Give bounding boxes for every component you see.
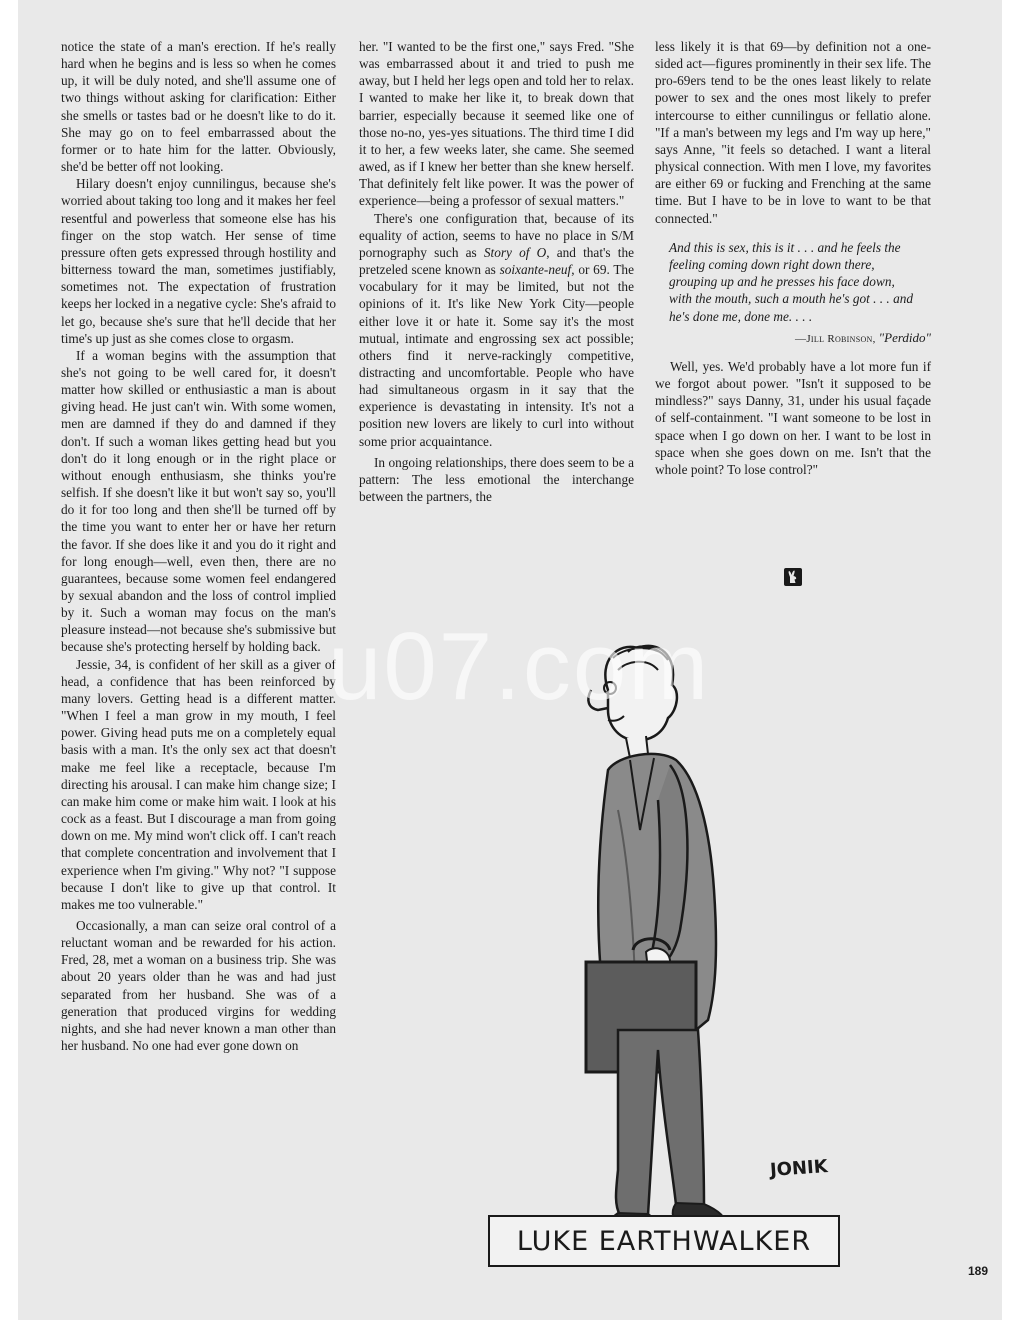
paragraph: less likely it is that 69—by definition not a one-sided act—figures prominently in their sex life. The pro-69ers tend to be the ones least likely to relate power to sex and the ones most likely to prefer intercourse to either cunnilingus or fellatio alone. "If a man's between my legs and I'm way up here," says Anne, "it feels so detached. I want a literal physical connection. With men I love, my favorites are either 69 or fucking and Frenching at the same time. But I have to be in love to want to be that connected." — [655, 39, 931, 226]
artist-signature: JONIK — [769, 1156, 829, 1181]
watermark: u07.com — [328, 613, 711, 720]
paragraph: Jessie, 34, is confident of her skill as a giver of head, a confidence that has been reinforced by many lovers. Getting head is a different matter. "When I feel a man grow in my mouth, I feel power. Giving head puts me on a completely equal basis with a man. It's the only sex act that doesn't make me feel like a receptacle, because I'm directing his arousal. I can make him change size; I can make him come or make him wait. I look at his cock as a feast. But I discourage a man from going down on me. My mind won't click off. I can't reach that complete concentration and involvement that I experience when I'm giving." Why not? "I suppose because I don't like to give up that control. It makes me too vulnerable." — [61, 656, 336, 912]
paragraph — [359, 210, 634, 450]
paragraph: Occasionally, a man can seize oral control of a reluctant woman and be rewarded for his action. Fred, 28, met a woman on a business trip. She was about 20 years older than he was and had just separated from her husband. She was of a generation that produced virgins for wedding nights, and she had never known a man other than her husband. No one had ever gone down on — [61, 917, 336, 1054]
paragraph: In ongoing relationships, there does seem to be a pattern: The less emotional the interchange between the partners, the — [359, 454, 634, 505]
cartoon-caption: LUKE EARTHWALKER — [488, 1215, 840, 1267]
foreign-term: soixante-neuf — [499, 262, 572, 278]
block-quote: And this is sex, this is it . . . and he feels the feeling coming down right down there, grouping up and he presses his face down, with the mouth, such a mouth he's got . . . and he's done me, done me. . . . — [669, 239, 914, 324]
text-run: There's one configuration that, because of its equality of action, seems to have no place in S/M pornography such as — [359, 210, 634, 260]
page-number: 189 — [968, 1264, 989, 1278]
quote-author: —Jill Robinson, — [795, 332, 876, 345]
article-column-1 — [61, 38, 336, 1054]
article-column-2 — [359, 38, 634, 505]
paragraph: Hilary doesn't enjoy cunnilingus, because she's worried about taking too long and it makes her feel resentful and powerless that someone else has his finger on the stop watch. Her sense of time pressure often gets expressed through hostility and bitterness toward the man, sometimes justifiably, sometimes not. The expectation of frustration keeps her locked in a negative cycle: She's afraid to let go, because she's sure that he'll decide that her time's up just as she comes close to orgasm. — [61, 176, 336, 346]
magazine-page — [18, 0, 1002, 1320]
book-title: Story of O — [483, 244, 547, 260]
paragraph: notice the state of a man's erection. If he's really hard when he begins and is less so when he comes up, it will be duly noted, and she'll assume one of two things without asking for clarification: Either she smells or tastes bad or he doesn't like to do it. She may go on to feel embarrassed about the former or to hate him for the latter. Obviously, she'd be better off not looking. — [61, 39, 336, 175]
text-run: , and that's the pretzeled scene known as — [359, 244, 634, 278]
paragraph: Well, yes. We'd probably have a lot more fun if we forgot about power. "Isn't it supposed to be mindless?" says Danny, 31, under his usual façade of self-containment. "I want someone to be lost in space when I go down on her. I want to be lost in space when she goes down on me. Isn't that the whole point? To lose control?" — [655, 358, 931, 477]
paragraph: If a woman begins with the assumption that she's not going to be well cared for, it doesn't matter how skilled or enthusiastic a man is about giving head. He just can't win. With some women, men are damned if they do and damned if they don't. If such a woman likes getting head but you don't do it long enough or in the right place or without enough enthusiasm, she thinks you're selfish. If she doesn't like it but won't say so, you'll do it for too long and then she'll be turned off by the time you want to enter her or have her return the favor. If she does like it and you do it right and for long enough—well, even then, there are no guarantees, because some women feel endangered by sexual abandon and the loss of control implied by it. Such a woman may focus on the man's pleasure instead—not because she's submissive but because she's protecting herself by holding back. — [61, 347, 336, 655]
playboy-bunny-icon — [784, 568, 802, 586]
text-run: , or 69. The vocabulary for it may be limited, but not the opinions of it. It's like New York City—people either love it or hate it. Some say it's the most mutual, intimate and engrossing sex act possible; others find it nerve-rackingly competitive, distracting and uncomfortable. People who have had simultaneous orgasm in it say that the experience is devastating in intensity. It's not a position new lovers are likely to curl into without some prior acquaintance. — [359, 262, 634, 449]
quote-attribution — [655, 329, 931, 348]
paragraph: her. "I wanted to be the first one," says Fred. "She was embarrassed about it and tried to push me away, but I held her legs open and told her to relax. I wanted to make her like it, to break down that barrier, especially because it seemed like one of those no-no, yes-yes situations. The third time I did it to her, a few weeks later, she came. She seemed awed, as if I knew her better than she knew herself. That definitely felt like power. It was the power of experience—being a professor of sexual matters." — [359, 39, 634, 209]
article-column-3 — [655, 38, 931, 478]
cartoon-illustration — [458, 630, 868, 1280]
quote-source: "Perdido" — [878, 329, 931, 345]
